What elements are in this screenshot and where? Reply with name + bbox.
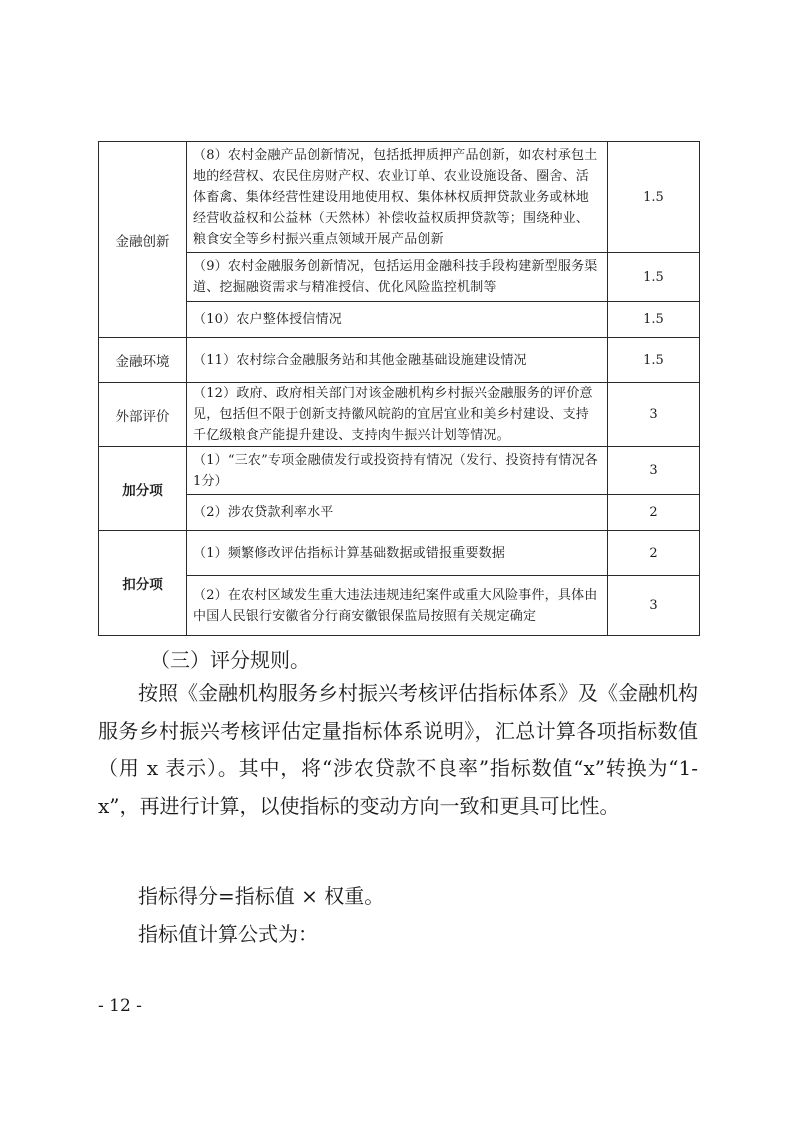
table-row (99, 338, 700, 383)
item-score: 1.5 (608, 338, 700, 383)
table-row (99, 302, 700, 338)
table-row (99, 142, 700, 253)
item-description: （9）农村金融服务创新情况，包括运用金融科技手段构建新型服务渠道、挖掘融资需求与精准授信、优化风险监控机制等 (187, 253, 608, 302)
item-description: （1）“三农”专项金融债发行或投资持有情况（发行、投资持有情况各1分） (187, 447, 608, 495)
table-row (99, 495, 700, 531)
item-score: 3 (608, 383, 700, 447)
item-description: （2）涉农贷款利率水平 (187, 495, 608, 531)
category-cell: 加分项 (99, 447, 187, 531)
category-cell: 金融环境 (99, 338, 187, 383)
table-row (99, 576, 700, 636)
section-heading: （三）评分规则。 (150, 648, 310, 672)
item-score: 2 (608, 495, 700, 531)
category-cell: 外部评价 (99, 383, 187, 447)
page-number: - 12 - (98, 996, 142, 1016)
table-row (99, 253, 700, 302)
item-score: 3 (608, 447, 700, 495)
item-description: （10）农户整体授信情况 (187, 302, 608, 338)
item-description: （8）农村金融产品创新情况，包括抵押质押产品创新，如农村承包土地的经营权、农民住房财产权、农业订单、农业设施设备、圈舍、活体畜禽、集体经营性建设用地使用权、集体林权质押贷款业务或林地经营收益权和公益林（天然林）补偿收益权质押贷款等；围绕种业、粮食安全等乡村振兴重点领域开展产品创新 (187, 142, 608, 253)
item-score: 1.5 (608, 253, 700, 302)
score-formula-paragraph: 指标得分=指标值 × 权重。 (138, 884, 385, 908)
item-description: （12）政府、政府相关部门对该金融机构乡村振兴金融服务的评价意见，包括但不限于创新支持徽风皖韵的宜居宜业和美乡村建设、支持千亿级粮食产能提升建设、支持肉牛振兴计划等情况。 (187, 383, 608, 447)
item-description: （11）农村综合金融服务站和其他金融基础设施建设情况 (187, 338, 608, 383)
item-score: 2 (608, 531, 700, 576)
item-description: （2）在农村区域发生重大违法违规违纪案件或重大风险事件，具体由中国人民银行安徽省分行商安徽银保监局按照有关规定确定 (187, 576, 608, 636)
item-score: 1.5 (608, 302, 700, 338)
item-description: （1）频繁修改评估指标计算基础数据或错报重要数据 (187, 531, 608, 576)
scoring-rules-paragraph: 按照《金融机构服务乡村振兴考核评估指标体系》及《金融机构服务乡村振兴考核评估定量指标体系说明》，汇总计算各项指标数值（用 x 表示）。其中，将“涉农贷款不良率”指标数值“x”转换为“1-x”，再进行计算，以使指标的变动方向一致和更具可比性。 (98, 681, 698, 818)
table-row (99, 447, 700, 495)
table-row (99, 531, 700, 576)
item-score: 3 (608, 576, 700, 636)
item-score: 1.5 (608, 142, 700, 253)
category-cell: 扣分项 (99, 531, 187, 636)
value-formula-paragraph: 指标值计算公式为： (138, 922, 318, 946)
table-row (99, 383, 700, 447)
criteria-table (98, 141, 700, 636)
category-cell: 金融创新 (99, 142, 187, 338)
